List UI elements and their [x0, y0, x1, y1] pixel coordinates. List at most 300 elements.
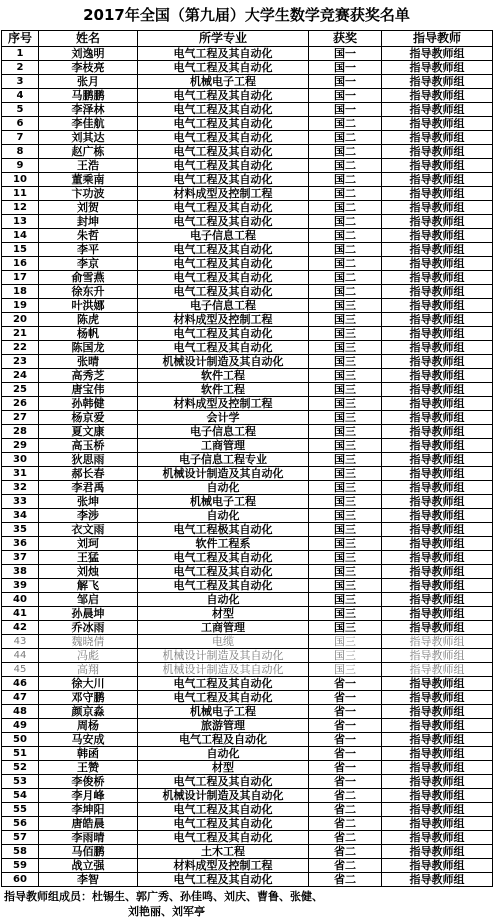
award-level: 省一 [309, 775, 382, 789]
row-number: 9 [2, 159, 39, 173]
table-row [2, 411, 493, 425]
table-row [2, 89, 493, 103]
award-level: 国三 [309, 453, 382, 467]
table-row [2, 565, 493, 579]
table-row [2, 831, 493, 845]
major: 土木工程 [138, 845, 309, 859]
row-number: 8 [2, 145, 39, 159]
row-number: 44 [2, 649, 39, 663]
row-number: 49 [2, 719, 39, 733]
row-number: 22 [2, 341, 39, 355]
advisor: 指导教师组 [382, 299, 493, 313]
award-level: 省二 [309, 845, 382, 859]
award-level: 省一 [309, 719, 382, 733]
table-row [2, 537, 493, 551]
table-row [2, 271, 493, 285]
advisor: 指导教师组 [382, 327, 493, 341]
advisor: 指导教师组 [382, 845, 493, 859]
major: 电气工程及其自动化 [138, 201, 309, 215]
award-level: 省二 [309, 831, 382, 845]
column-header-major: 所学专业 [138, 31, 309, 47]
student-name: 唐宝伟 [39, 383, 138, 397]
award-level: 省二 [309, 873, 382, 887]
row-number: 45 [2, 663, 39, 677]
table-row [2, 789, 493, 803]
award-level: 国三 [309, 509, 382, 523]
row-number: 37 [2, 551, 39, 565]
table-row [2, 383, 493, 397]
student-name: 俞雪燕 [39, 271, 138, 285]
award-level: 国二 [309, 145, 382, 159]
advisor: 指导教师组 [382, 383, 493, 397]
table-row [2, 691, 493, 705]
table-row [2, 201, 493, 215]
advisor-group-members-1: 杜锡生、郭广秀、孙佳鸣、刘庆、曹鲁、张健、 [92, 890, 323, 903]
advisor: 指导教师组 [382, 621, 493, 635]
award-level: 国三 [309, 565, 382, 579]
row-number: 29 [2, 439, 39, 453]
award-level: 国三 [309, 299, 382, 313]
column-header-award: 获奖 [309, 31, 382, 47]
major: 材型 [138, 607, 309, 621]
student-name: 邓守鹏 [39, 691, 138, 705]
advisor: 指导教师组 [382, 747, 493, 761]
row-number: 36 [2, 537, 39, 551]
advisor-group-label: 指导教师组成员： [4, 890, 92, 903]
advisor: 指导教师组 [382, 775, 493, 789]
award-level: 国三 [309, 537, 382, 551]
student-name: 唐皓晨 [39, 817, 138, 831]
major: 机械电子工程 [138, 495, 309, 509]
table-row [2, 621, 493, 635]
advisor: 指导教师组 [382, 229, 493, 243]
row-number: 55 [2, 803, 39, 817]
advisor: 指导教师组 [382, 663, 493, 677]
student-name: 李雨晴 [39, 831, 138, 845]
major: 工商管理 [138, 439, 309, 453]
major: 软件工程 [138, 369, 309, 383]
advisor: 指导教师组 [382, 859, 493, 873]
advisor: 指导教师组 [382, 103, 493, 117]
student-name: 赵广栋 [39, 145, 138, 159]
major: 机械设计制造及其自动化 [138, 789, 309, 803]
award-level: 国一 [309, 89, 382, 103]
advisor: 指导教师组 [382, 467, 493, 481]
award-level: 省一 [309, 747, 382, 761]
award-level: 国三 [309, 635, 382, 649]
student-name: 朱哲 [39, 229, 138, 243]
table-row [2, 579, 493, 593]
table-row [2, 355, 493, 369]
row-number: 21 [2, 327, 39, 341]
major: 材型 [138, 761, 309, 775]
advisor: 指导教师组 [382, 145, 493, 159]
row-number: 6 [2, 117, 39, 131]
row-number: 31 [2, 467, 39, 481]
table-row [2, 523, 493, 537]
table-row [2, 453, 493, 467]
row-number: 13 [2, 215, 39, 229]
student-name: 韩函 [39, 747, 138, 761]
award-level: 国二 [309, 257, 382, 271]
table-row [2, 705, 493, 719]
student-name: 陈国龙 [39, 341, 138, 355]
award-level: 国二 [309, 229, 382, 243]
student-name: 邹启 [39, 593, 138, 607]
row-number: 24 [2, 369, 39, 383]
student-name: 王浩 [39, 159, 138, 173]
table-row [2, 159, 493, 173]
award-level: 国二 [309, 215, 382, 229]
table-row [2, 145, 493, 159]
table-row [2, 243, 493, 257]
advisor: 指导教师组 [382, 411, 493, 425]
award-level: 国三 [309, 523, 382, 537]
table-row [2, 495, 493, 509]
advisor: 指导教师组 [382, 509, 493, 523]
student-name: 李坤阳 [39, 803, 138, 817]
advisor: 指导教师组 [382, 635, 493, 649]
advisor: 指导教师组 [382, 397, 493, 411]
award-level: 国一 [309, 61, 382, 75]
major: 电气工程及其自动化 [138, 173, 309, 187]
student-name: 战立强 [39, 859, 138, 873]
table-row [2, 845, 493, 859]
row-number: 32 [2, 481, 39, 495]
advisor: 指导教师组 [382, 131, 493, 145]
award-level: 省二 [309, 789, 382, 803]
major: 电缆 [138, 635, 309, 649]
row-number: 11 [2, 187, 39, 201]
table-row [2, 47, 493, 61]
advisor: 指导教师组 [382, 439, 493, 453]
table-row [2, 257, 493, 271]
row-number: 50 [2, 733, 39, 747]
award-level: 国三 [309, 341, 382, 355]
table-row [2, 607, 493, 621]
student-name: 刘烛 [39, 565, 138, 579]
major: 材料成型及控制工程 [138, 397, 309, 411]
major: 电气工程及其自动化 [138, 159, 309, 173]
row-number: 48 [2, 705, 39, 719]
row-number: 12 [2, 201, 39, 215]
award-level: 省二 [309, 803, 382, 817]
award-level: 国三 [309, 411, 382, 425]
advisor: 指导教师组 [382, 593, 493, 607]
major: 电气工程及其自动化 [138, 215, 309, 229]
row-number: 26 [2, 397, 39, 411]
student-name: 高翔 [39, 663, 138, 677]
major: 电气工程及其自动化 [138, 691, 309, 705]
student-name: 刘贺 [39, 201, 138, 215]
student-name: 王赞 [39, 761, 138, 775]
advisor: 指导教师组 [382, 243, 493, 257]
column-header-advisor: 指导教师 [382, 31, 493, 47]
row-number: 42 [2, 621, 39, 635]
student-name: 刘其达 [39, 131, 138, 145]
row-number: 28 [2, 425, 39, 439]
award-level: 国一 [309, 103, 382, 117]
row-number: 16 [2, 257, 39, 271]
advisor: 指导教师组 [382, 341, 493, 355]
student-name: 李枝亮 [39, 61, 138, 75]
row-number: 57 [2, 831, 39, 845]
row-number: 20 [2, 313, 39, 327]
major: 材料成型及控制工程 [138, 859, 309, 873]
award-rows [2, 47, 493, 887]
advisor: 指导教师组 [382, 313, 493, 327]
student-name: 李泽林 [39, 103, 138, 117]
award-level: 国三 [309, 579, 382, 593]
student-name: 李俊桥 [39, 775, 138, 789]
row-number: 15 [2, 243, 39, 257]
row-number: 5 [2, 103, 39, 117]
major: 电子信息工程 [138, 229, 309, 243]
student-name: 张月 [39, 75, 138, 89]
advisor: 指导教师组 [382, 831, 493, 845]
student-name: 魏晓倩 [39, 635, 138, 649]
advisor: 指导教师组 [382, 285, 493, 299]
award-level: 国三 [309, 327, 382, 341]
student-name: 马佰鹏 [39, 845, 138, 859]
row-number: 51 [2, 747, 39, 761]
table-row [2, 131, 493, 145]
student-name: 杨帆 [39, 327, 138, 341]
table-row [2, 117, 493, 131]
award-level: 国三 [309, 495, 382, 509]
row-number: 38 [2, 565, 39, 579]
row-number: 17 [2, 271, 39, 285]
award-level: 国三 [309, 607, 382, 621]
advisor: 指导教师组 [382, 159, 493, 173]
major: 电气工程及自动化 [138, 733, 309, 747]
advisor: 指导教师组 [382, 117, 493, 131]
award-level: 国二 [309, 159, 382, 173]
advisor: 指导教师组 [382, 719, 493, 733]
advisor: 指导教师组 [382, 817, 493, 831]
award-level: 省一 [309, 733, 382, 747]
major: 会计学 [138, 411, 309, 425]
row-number: 19 [2, 299, 39, 313]
major: 电气工程及其自动化 [138, 327, 309, 341]
row-number: 3 [2, 75, 39, 89]
student-name: 徐大川 [39, 677, 138, 691]
student-name: 李平 [39, 243, 138, 257]
major: 电子信息工程 [138, 299, 309, 313]
major: 机械设计制造及其自动化 [138, 467, 309, 481]
award-level: 国二 [309, 131, 382, 145]
major: 电气工程及其自动化 [138, 579, 309, 593]
table-row [2, 467, 493, 481]
row-number: 46 [2, 677, 39, 691]
student-name: 李佳航 [39, 117, 138, 131]
student-name: 叶洪娜 [39, 299, 138, 313]
major: 电气工程及其自动化 [138, 775, 309, 789]
table-row [2, 187, 493, 201]
major: 工商管理 [138, 621, 309, 635]
student-name: 狄思雨 [39, 453, 138, 467]
advisor: 指导教师组 [382, 523, 493, 537]
major: 电气工程及其自动化 [138, 131, 309, 145]
advisor: 指导教师组 [382, 75, 493, 89]
award-level: 国三 [309, 355, 382, 369]
student-name: 李君禹 [39, 481, 138, 495]
major: 电气工程及其自动化 [138, 677, 309, 691]
table-row [2, 61, 493, 75]
table-row [2, 299, 493, 313]
table-row [2, 677, 493, 691]
table-row [2, 397, 493, 411]
major: 电气工程及其自动化 [138, 803, 309, 817]
award-level: 省一 [309, 705, 382, 719]
major: 电气工程及其自动化 [138, 551, 309, 565]
award-level: 省二 [309, 859, 382, 873]
major: 电子信息工程 [138, 425, 309, 439]
table-row [2, 593, 493, 607]
row-number: 47 [2, 691, 39, 705]
major: 软件工程系 [138, 537, 309, 551]
major: 电气工程及其自动化 [138, 243, 309, 257]
student-name: 李智 [39, 873, 138, 887]
major: 软件工程 [138, 383, 309, 397]
student-name: 郝长春 [39, 467, 138, 481]
advisor-group-line1 [4, 889, 493, 904]
award-level: 省一 [309, 677, 382, 691]
major: 机械电子工程 [138, 705, 309, 719]
award-level: 省二 [309, 817, 382, 831]
student-name: 衣文雨 [39, 523, 138, 537]
advisor: 指导教师组 [382, 691, 493, 705]
advisor: 指导教师组 [382, 803, 493, 817]
table-row [2, 285, 493, 299]
award-level: 国三 [309, 439, 382, 453]
table-row [2, 75, 493, 89]
table-row [2, 635, 493, 649]
advisor: 指导教师组 [382, 607, 493, 621]
major: 材料成型及控制工程 [138, 187, 309, 201]
advisor: 指导教师组 [382, 369, 493, 383]
major: 电气工程及其自动化 [138, 341, 309, 355]
advisor: 指导教师组 [382, 579, 493, 593]
advisor: 指导教师组 [382, 537, 493, 551]
table-row [2, 873, 493, 887]
row-number: 33 [2, 495, 39, 509]
major: 电气工程及其自动化 [138, 873, 309, 887]
advisor: 指导教师组 [382, 453, 493, 467]
row-number: 4 [2, 89, 39, 103]
award-level: 省一 [309, 761, 382, 775]
table-row [2, 481, 493, 495]
major: 自动化 [138, 593, 309, 607]
row-number: 60 [2, 873, 39, 887]
table-row [2, 229, 493, 243]
student-name: 陈虎 [39, 313, 138, 327]
major: 电气工程极其自动化 [138, 523, 309, 537]
table-row [2, 719, 493, 733]
student-name: 李涉 [39, 509, 138, 523]
table-row [2, 369, 493, 383]
student-name: 孙晨坤 [39, 607, 138, 621]
table-row [2, 859, 493, 873]
major: 电气工程及其自动化 [138, 47, 309, 61]
major: 电气工程及其自动化 [138, 831, 309, 845]
award-level: 国二 [309, 271, 382, 285]
row-number: 39 [2, 579, 39, 593]
advisor: 指导教师组 [382, 89, 493, 103]
table-row [2, 649, 493, 663]
student-name: 马鹏鹏 [39, 89, 138, 103]
student-name: 李京 [39, 257, 138, 271]
major: 机械设计制造及其自动化 [138, 355, 309, 369]
page-title: 2017年全国（第九届）大学生数学竞赛获奖名单 [83, 6, 410, 24]
table-row [2, 663, 493, 677]
major: 电气工程及其自动化 [138, 61, 309, 75]
advisor: 指导教师组 [382, 355, 493, 369]
major: 电气工程及其自动化 [138, 145, 309, 159]
row-number: 52 [2, 761, 39, 775]
row-number: 54 [2, 789, 39, 803]
advisor: 指导教师组 [382, 173, 493, 187]
table-row [2, 803, 493, 817]
table-row [2, 747, 493, 761]
advisor: 指导教师组 [382, 47, 493, 61]
student-name: 刘逸明 [39, 47, 138, 61]
award-level: 国三 [309, 369, 382, 383]
award-level: 国三 [309, 313, 382, 327]
award-level: 国二 [309, 243, 382, 257]
student-name: 颜京淼 [39, 705, 138, 719]
award-level: 国三 [309, 397, 382, 411]
award-level: 国三 [309, 467, 382, 481]
major: 电气工程及其自动化 [138, 565, 309, 579]
student-name: 高玉桥 [39, 439, 138, 453]
table-row [2, 761, 493, 775]
table-row [2, 775, 493, 789]
table-row [2, 439, 493, 453]
table-row [2, 341, 493, 355]
award-level: 国二 [309, 187, 382, 201]
award-level: 国三 [309, 649, 382, 663]
table-header-row [2, 31, 493, 47]
student-name: 冯彪 [39, 649, 138, 663]
advisor-group-footer [0, 889, 493, 919]
major: 自动化 [138, 747, 309, 761]
table-row [2, 173, 493, 187]
student-name: 夏文康 [39, 425, 138, 439]
student-name: 李月峰 [39, 789, 138, 803]
row-number: 10 [2, 173, 39, 187]
advisor: 指导教师组 [382, 551, 493, 565]
row-number: 43 [2, 635, 39, 649]
table-row [2, 327, 493, 341]
advisor-group-members-2: 刘艳丽、刘军亭 [128, 905, 205, 918]
advisor: 指导教师组 [382, 481, 493, 495]
major: 自动化 [138, 481, 309, 495]
student-name: 孙韩健 [39, 397, 138, 411]
major: 电气工程及其自动化 [138, 103, 309, 117]
student-name: 高秀芝 [39, 369, 138, 383]
award-level: 国三 [309, 593, 382, 607]
award-level: 省一 [309, 691, 382, 705]
major: 自动化 [138, 509, 309, 523]
student-name: 乔冰雨 [39, 621, 138, 635]
row-number: 41 [2, 607, 39, 621]
advisor: 指导教师组 [382, 495, 493, 509]
advisor: 指导教师组 [382, 705, 493, 719]
row-number: 27 [2, 411, 39, 425]
advisor: 指导教师组 [382, 215, 493, 229]
major: 电气工程及其自动化 [138, 285, 309, 299]
